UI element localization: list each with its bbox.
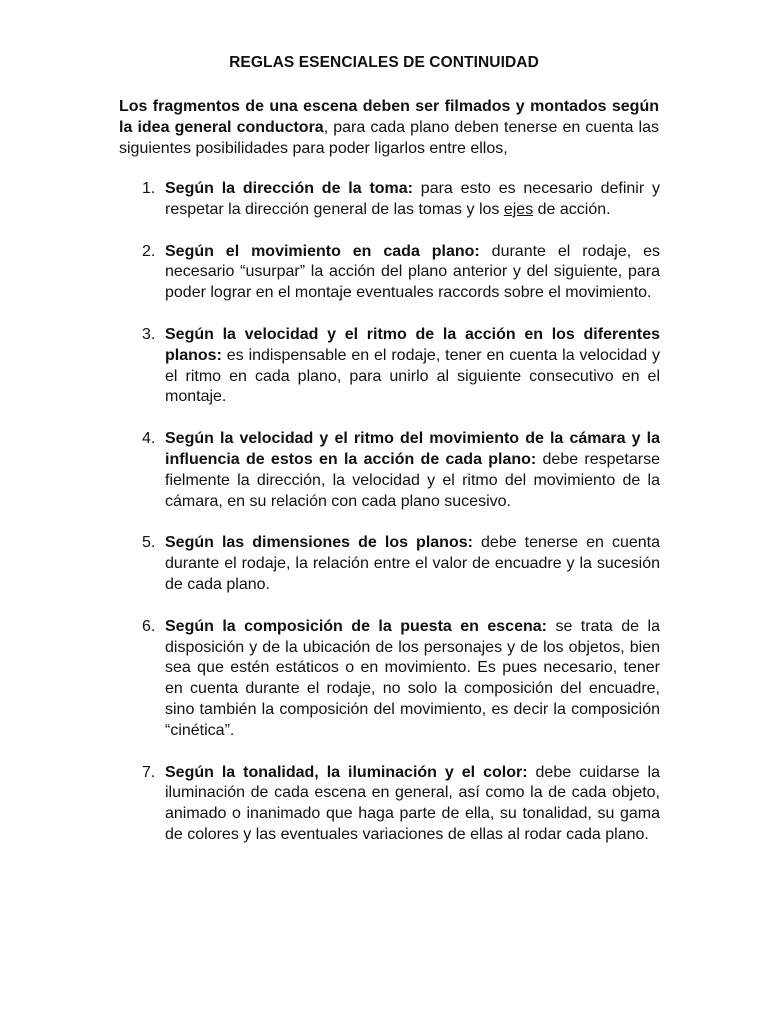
list-item-5 [119, 533, 660, 595]
item-text: durante el rodaje, es necesario “usurpar” la acción del plano anterior y del siguiente, para poder lograr en el montaje eventuales raccords sobre el movimiento. [165, 242, 660, 302]
item-heading: Según el movimiento en cada plano: [165, 242, 480, 260]
intro-text: , para cada plano deben tenerse en cuenta las siguientes posibilidades para poder ligarlos entre ellos, [119, 119, 659, 157]
item-text-end: de acción. [533, 200, 611, 218]
list-item-1 [119, 179, 660, 221]
item-heading: Según la velocidad y el ritmo del movimiento de la cámara y la influencia de estos en la acción de cada plano: [165, 430, 660, 468]
list-item-7 [119, 763, 660, 846]
item-number: 2. [142, 242, 156, 260]
item-heading: Según la composición de la puesta en escena: [165, 617, 547, 635]
item-number: 5. [142, 534, 156, 552]
item-heading: Según la dirección de la toma: [165, 180, 413, 197]
item-heading: Según la tonalidad, la iluminación y el color: [165, 763, 528, 781]
item-heading: Según la velocidad y el ritmo de la acción en los diferentes planos: [165, 325, 660, 364]
item-text: se trata de la disposición y de la ubicación de los personajes y de los objetos, bien sea que estén estáticos o en movimiento. Es pues necesario, tener en cuenta durante el rodaje, no solo la composición del encuadre, sino también la composición del movimiento, es decir la composición “cinética”. [165, 617, 660, 739]
list-item-3 [119, 325, 660, 408]
item-text: es indispensable en el rodaje, tener en cuenta la velocidad y el ritmo en cada plano, para unirlo al siguiente consecutivo en el montaje. [165, 346, 660, 406]
item-text: debe tenerse en cuenta durante el rodaje, la relación entre el valor de encuadre y la sucesión de cada plano. [165, 534, 661, 593]
list-item-6 [119, 617, 660, 742]
rules-list [119, 179, 660, 846]
item-number: 6. [142, 617, 156, 635]
list-item-4 [119, 429, 660, 512]
intro-paragraph [119, 96, 659, 159]
item-number: 4. [142, 430, 156, 448]
item-number: 3. [142, 325, 156, 343]
list-item-2 [119, 242, 660, 304]
document-title: REGLAS ESENCIALES DE CONTINUIDAD [229, 54, 539, 71]
item-number: 1. [142, 180, 156, 197]
item-text: para esto es necesario definir y respetar la dirección general de las tomas y los [165, 180, 660, 218]
item-text: debe respetarse fielmente la dirección, la velocidad y el ritmo del movimiento de la cámara, en su relación con cada plano sucesivo. [165, 450, 661, 510]
item-number: 7. [142, 763, 156, 781]
item-heading: Según las dimensiones de los planos: [165, 534, 473, 552]
item-text: debe cuidarse la iluminación de cada escena en general, así como la de cada objeto, animado o inanimado que haga parte de ella, su tonalidad, su gama de colores y las eventuales variaciones de ellas al rodar cada plano. [165, 763, 660, 843]
intro-bold-text: Los fragmentos de una escena deben ser filmados y montados según la idea general conductora [119, 98, 659, 136]
item-underlined-text: ejes [503, 200, 534, 218]
